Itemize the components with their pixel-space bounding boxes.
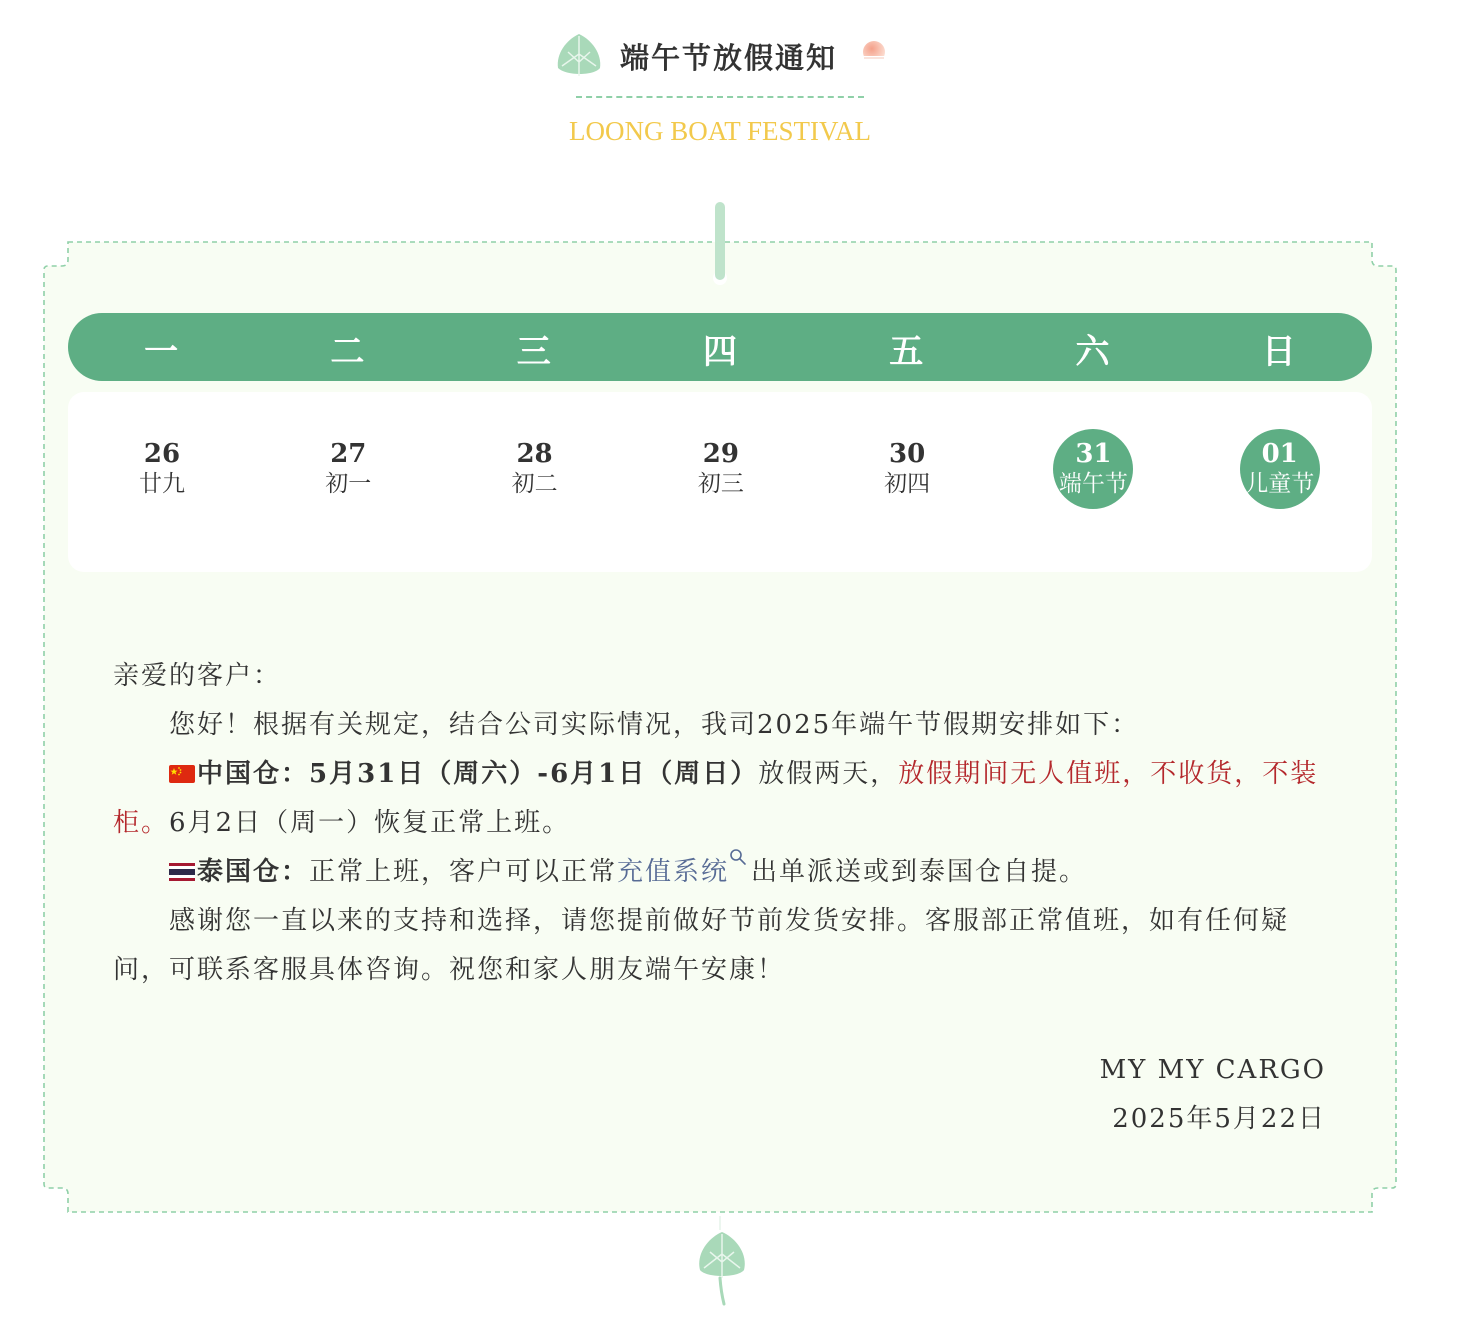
page-title: 端午节放假通知: [620, 41, 838, 75]
day-number: 27: [330, 439, 367, 469]
holiday-dates: 5月31日（周六）-6月1日（周日）: [309, 759, 759, 789]
day-number: 30: [889, 439, 926, 469]
recharge-system-link[interactable]: 充值系统: [617, 857, 730, 887]
weekday-label: 二: [330, 331, 365, 372]
header-subtitle: LOONG BOAT FESTIVAL: [568, 116, 872, 146]
day-badge: [495, 429, 575, 509]
weekday-label: 日: [1261, 331, 1296, 372]
holiday-badge: [1240, 429, 1320, 509]
day-badge: [308, 429, 388, 509]
weekday-label: 三: [516, 331, 551, 372]
no-service-notice: 放假期间无人值班，不收货，不装柜。: [113, 759, 1319, 838]
day-badge: [867, 429, 947, 509]
day-lunar: 廿九: [139, 471, 185, 497]
calendar-day: [441, 392, 627, 572]
day-number: 28: [516, 439, 553, 469]
notice-letter: [113, 652, 1329, 995]
day-number: 01: [1261, 439, 1298, 469]
day-number: 26: [143, 439, 181, 469]
intro-paragraph: 您好！根据有关规定，结合公司实际情况，我司2025年端午节假期安排如下：: [169, 710, 1140, 740]
china-warehouse-paragraph: [113, 750, 1329, 848]
calendar-day-holiday: [1186, 392, 1372, 572]
company-name: MY MY CARGO: [1099, 1055, 1326, 1085]
thailand-flag-icon: [169, 863, 195, 881]
day-badge: [122, 429, 202, 509]
frame-hanger: [711, 200, 729, 286]
day-badge: [681, 429, 761, 509]
thailand-warehouse-label: 泰国仓：: [197, 857, 310, 887]
calendar-day-holiday: [999, 392, 1185, 572]
signature: [1100, 1046, 1326, 1144]
zongzi-leaf-icon: [694, 1216, 750, 1308]
header: [0, 30, 1468, 80]
thailand-text-end: 出单派送或到泰国仓自提。: [751, 857, 1088, 887]
day-lunar: 初一: [325, 471, 372, 497]
holiday-badge: [1053, 429, 1133, 509]
thailand-text: 正常上班，客户可以正常: [309, 857, 618, 887]
holiday-duration: 放假两天，: [758, 759, 899, 789]
header-divider: [576, 96, 864, 98]
search-icon[interactable]: [729, 848, 747, 866]
greeting: 亲爱的客户：: [113, 661, 282, 691]
day-lunar: 儿童节: [1245, 471, 1315, 497]
day-lunar: 初二: [511, 471, 558, 497]
calendar-day: [68, 392, 254, 572]
day-lunar: 初三: [697, 471, 744, 497]
calendar-day: [813, 392, 999, 572]
china-flag-icon: [169, 765, 195, 783]
notice-date: 2025年5月22日: [1112, 1104, 1326, 1134]
calendar-day: [254, 392, 440, 572]
weekday-label: 一: [144, 331, 179, 372]
day-lunar: 端午节: [1058, 471, 1128, 497]
closing-paragraph: 感谢您一直以来的支持和选择，请您提前做好节前发货安排。客服部正常值班，如有任何疑问，可联系客服具体咨询。祝您和家人朋友端午安康！: [113, 906, 1290, 985]
zongzi-leaf-icon: [554, 32, 604, 78]
weekday-label: 四: [702, 331, 737, 372]
thailand-warehouse-paragraph: [113, 848, 1329, 897]
weekday-label: 六: [1075, 331, 1110, 372]
calendar-day: [627, 392, 813, 572]
weekday-header: [68, 313, 1372, 381]
china-warehouse-label: 中国仓：: [197, 759, 310, 789]
calendar-days: [68, 392, 1372, 572]
day-lunar: 初四: [884, 471, 931, 497]
weekday-label: 五: [889, 331, 924, 372]
day-number: 29: [702, 439, 739, 469]
resume-notice: 6月2日（周一）恢复正常上班。: [169, 808, 571, 838]
day-number: 31: [1075, 439, 1112, 469]
sun-icon: [861, 39, 887, 65]
